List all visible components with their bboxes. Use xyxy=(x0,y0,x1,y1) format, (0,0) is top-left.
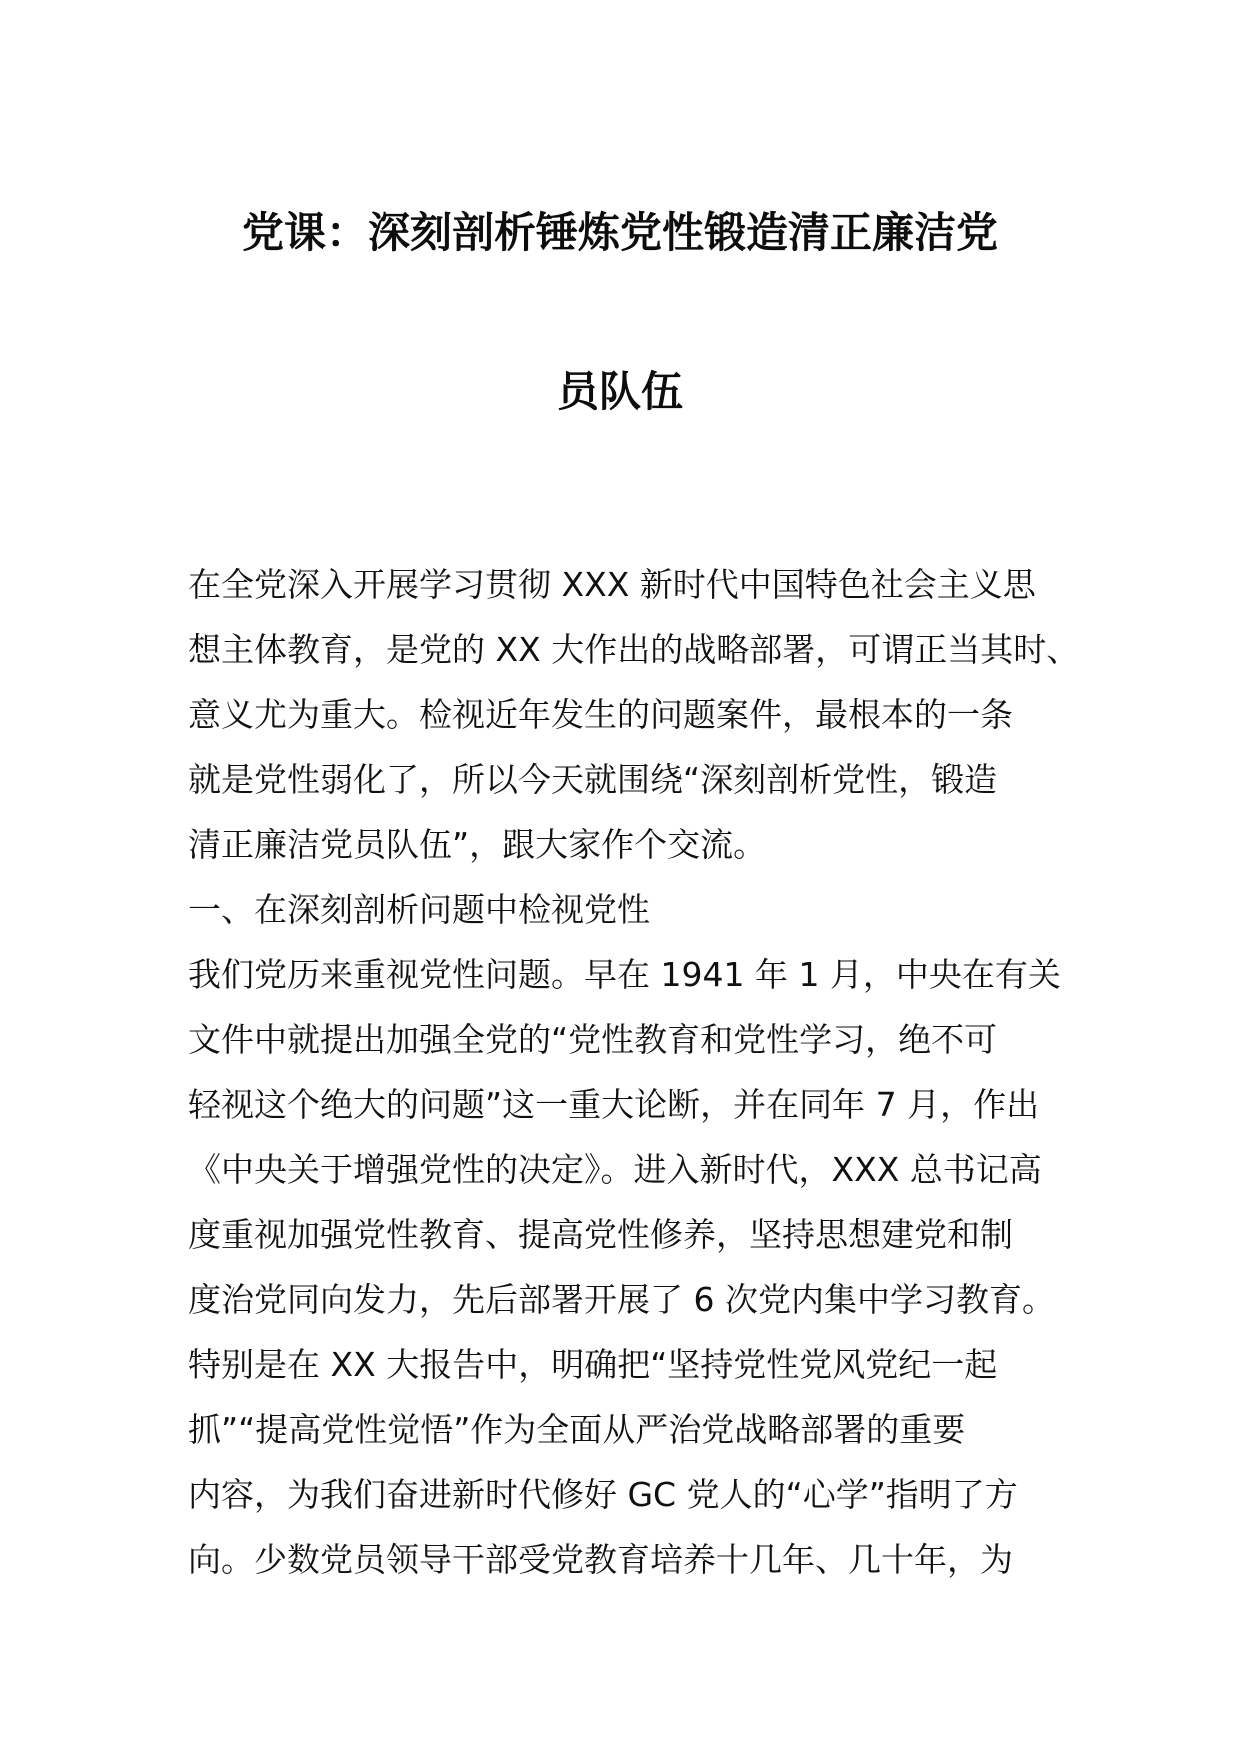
body-line: 就是党性弱化了，所以今天就围绕“深刻剖析党性，锻造 xyxy=(188,760,998,799)
body-line: 清正廉洁党员队伍”，跟大家作个交流。 xyxy=(188,825,767,864)
document-title-line-2: 员队伍 xyxy=(556,367,683,416)
document-body xyxy=(188,552,1080,1592)
body-line: 在全党深入开展学习贯彻 XXX 新时代中国特色社会主义思 xyxy=(188,565,1036,604)
body-line: 度治党同向发力，先后部署开展了 6 次党内集中学习教育。 xyxy=(188,1280,1055,1319)
body-line: 内容，为我们奋进新时代修好 GC 党人的“心学”指明了方 xyxy=(188,1475,1018,1514)
body-line: 抓”“提高党性觉悟”作为全面从严治党战略部署的重要 xyxy=(188,1410,966,1449)
body-line: 特别是在 XX 大报告中，明确把“坚持党性党风党纪一起 xyxy=(188,1345,998,1384)
document-title-line-1: 党课：深刻剖析锤炼党性锻造清正廉洁党 xyxy=(241,208,998,257)
body-line: 想主体教育，是党的 XX 大作出的战略部署，可谓正当其时、 xyxy=(188,630,1080,669)
body-line: 我们党历来重视党性问题。早在 1941 年 1 月，中央在有关 xyxy=(188,955,1061,994)
body-line: 意义尤为重大。检视近年发生的问题案件，最根本的一条 xyxy=(188,695,1013,734)
body-line: 《中央关于增强党性的决定》。进入新时代，XXX 总书记高 xyxy=(188,1150,1042,1189)
section-heading: 一、在深刻剖析问题中检视党性 xyxy=(188,890,650,929)
body-line: 向。少数党员领导干部受党教育培养十几年、几十年，为 xyxy=(188,1540,1013,1579)
body-line: 轻视这个绝大的问题”这一重大论断，并在同年 7 月，作出 xyxy=(188,1085,1040,1124)
body-line: 度重视加强党性教育、提高党性修养，坚持思想建党和制 xyxy=(188,1215,1013,1254)
body-line: 文件中就提出加强全党的“党性教育和党性学习，绝不可 xyxy=(188,1020,998,1059)
